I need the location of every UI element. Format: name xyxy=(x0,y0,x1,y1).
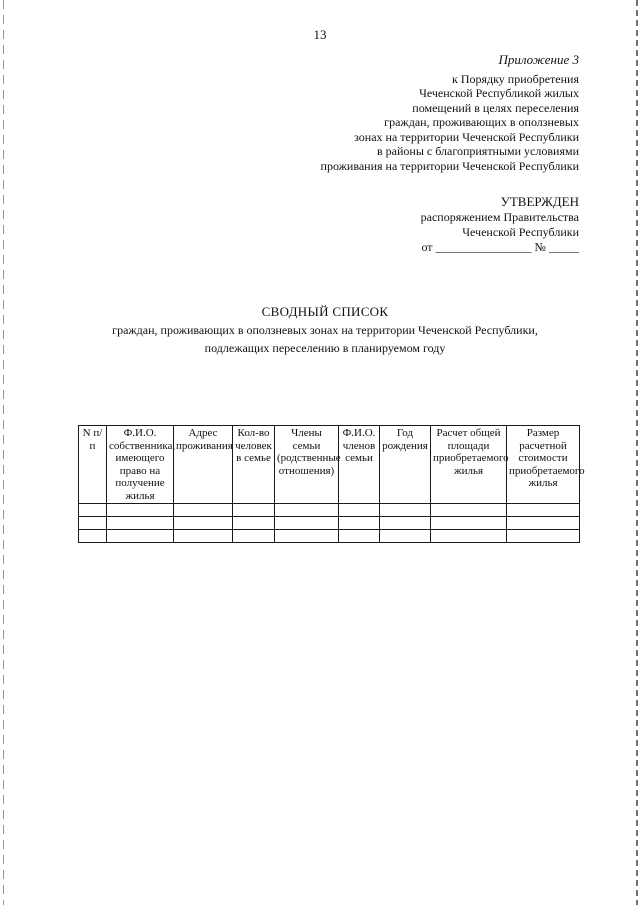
scan-edge-left xyxy=(3,0,4,905)
approval-line: распоряжением Правительства xyxy=(420,210,579,224)
table-cell xyxy=(507,517,580,530)
table-cell xyxy=(233,530,275,543)
table-cell xyxy=(174,530,233,543)
annex-line: зонах на территории Чеченской Республики xyxy=(354,129,579,144)
table-header-row xyxy=(79,426,580,504)
annex-block xyxy=(321,53,579,173)
approval-date-line: от ________________ № _____ xyxy=(421,240,579,254)
table-cell xyxy=(339,530,380,543)
column-header-owner-name: Ф.И.О. собственника, имеющего право на получение жилья xyxy=(107,426,174,504)
table-cell xyxy=(79,504,107,517)
table-row xyxy=(79,504,580,517)
table-cell xyxy=(107,504,174,517)
annex-line: помещений в целях переселения xyxy=(412,100,579,115)
table-cell xyxy=(380,530,431,543)
column-header-area-calculation: Расчет общей площади приобретаемого жилья xyxy=(431,426,507,504)
column-header-address: Адрес проживания xyxy=(174,426,233,504)
approval-line: Чеченской Республики xyxy=(462,225,579,239)
table-cell xyxy=(107,530,174,543)
scan-edge-right xyxy=(636,0,638,905)
document-title: СВОДНЫЙ СПИСОК xyxy=(261,304,389,319)
table-cell xyxy=(380,504,431,517)
table-cell xyxy=(275,504,339,517)
table-cell xyxy=(275,530,339,543)
table-cell xyxy=(233,517,275,530)
annex-line: к Порядку приобретения xyxy=(452,71,579,86)
table-cell xyxy=(431,530,507,543)
approval-block xyxy=(421,194,579,255)
document-subtitle-line: подлежащих переселению в планируемом году xyxy=(204,341,446,355)
table-cell xyxy=(79,530,107,543)
annex-line: Чеченской Республикой жилых xyxy=(419,86,579,100)
approval-title: УТВЕРЖДЕН xyxy=(500,194,579,209)
table-cell xyxy=(174,517,233,530)
document-subtitle-line: граждан, проживающих в оползневых зонах на территории Чеченской Республики, xyxy=(112,323,538,337)
page-number: 13 xyxy=(313,27,327,42)
register-table xyxy=(78,425,585,543)
annex-line: в районы с благоприятными условиями xyxy=(376,144,579,158)
table-cell xyxy=(380,517,431,530)
table-cell xyxy=(275,517,339,530)
table-row xyxy=(79,530,580,543)
column-header-number: N п/п xyxy=(79,426,107,504)
table-cell xyxy=(233,504,275,517)
column-header-birth-year: Год рождения xyxy=(380,426,431,504)
table-cell xyxy=(174,504,233,517)
table-cell xyxy=(431,517,507,530)
table-cell xyxy=(339,504,380,517)
column-header-member-names: Ф.И.О. членов семьи xyxy=(339,426,380,504)
table-cell xyxy=(507,530,580,543)
table-cell xyxy=(339,517,380,530)
annex-title: Приложение 3 xyxy=(498,52,579,67)
column-header-cost-estimate: Размер расчетной стоимости приобретаемого жилья xyxy=(507,426,580,504)
table-cell xyxy=(507,504,580,517)
column-header-family-size: Кол-во человек в семье xyxy=(233,426,275,504)
document-subtitle xyxy=(0,321,640,357)
table-body xyxy=(79,504,580,543)
annex-line: граждан, проживающих в оползневых xyxy=(384,115,579,129)
column-header-family-members: Члены семьи (родственные отношения) xyxy=(275,426,339,504)
table-cell xyxy=(79,517,107,530)
table-row xyxy=(79,517,580,530)
annex-line: проживания на территории Чеченской Республики xyxy=(320,158,579,173)
table-cell xyxy=(431,504,507,517)
table-cell xyxy=(107,517,174,530)
